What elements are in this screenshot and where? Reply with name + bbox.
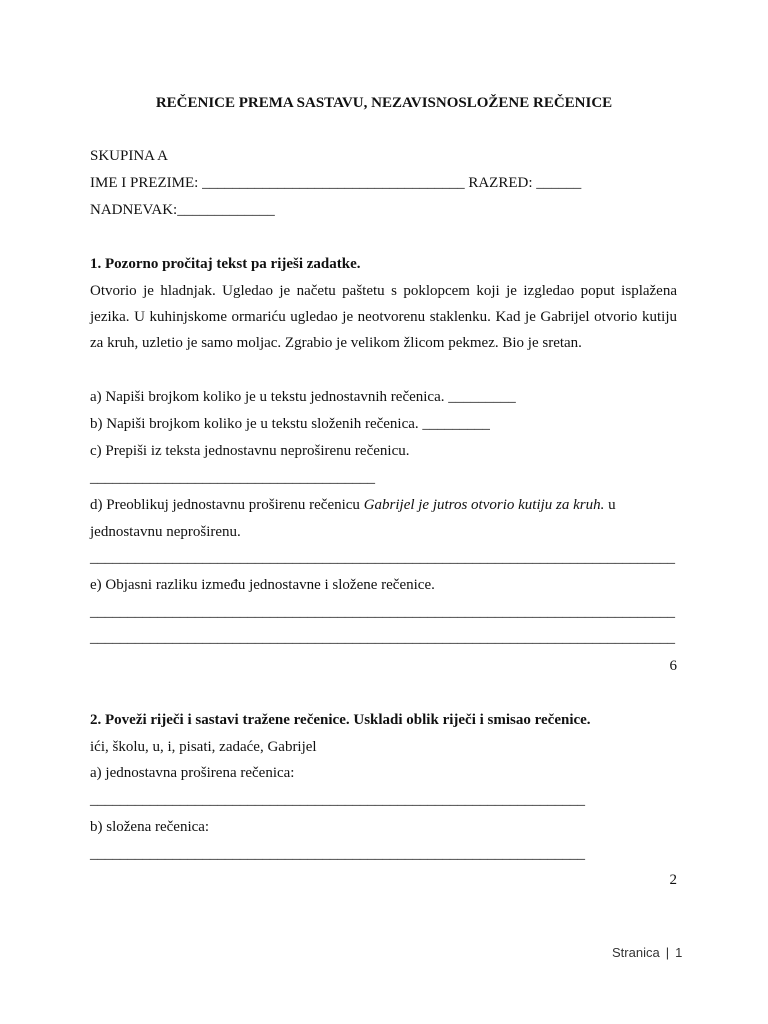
task1-text-line: za kruh, uzletio je samo moljac. Zgrabio je velikom žlicom pekmez. Bio je sretan.: [90, 335, 582, 351]
footer-label: Stranica: [612, 945, 660, 960]
task1-heading: 1. Pozorno pročitaj tekst pa riješi zadatke.: [90, 256, 361, 272]
task1-question-b: b) Napiši brojkom koliko je u tekstu složenih rečenica. _________: [90, 416, 490, 432]
date-line: NADNEVAK:_____________: [90, 202, 275, 218]
task2-words: ići, školu, u, i, pisati, zadaće, Gabrijel: [90, 739, 317, 755]
answer-line: __________________________________________________________________: [90, 846, 585, 862]
task1-points: 6: [669, 658, 677, 674]
task1-question-d-continuation: jednostavnu neproširenu.: [90, 524, 241, 540]
question-d-text: d) Preoblikuj jednostavnu proširenu rečenicu: [90, 497, 364, 513]
page-number: 1: [675, 945, 683, 960]
task1-question-a: a) Napiši brojkom koliko je u tekstu jednostavnih rečenica. _________: [90, 389, 516, 405]
answer-line: ______________________________________________________________________________: [90, 550, 675, 566]
group-label: SKUPINA A: [90, 148, 168, 164]
page-footer: [612, 944, 682, 962]
task1-question-e: e) Objasni razliku između jednostavne i složene rečenice.: [90, 577, 435, 593]
task1-text-line: Otvorio je hladnjak. Ugledao je načetu paštetu s poklopcem koji je izgledao poput isplažena: [90, 283, 677, 299]
answer-line: ______________________________________: [90, 470, 375, 486]
answer-line: ______________________________________________________________________________: [90, 604, 675, 620]
answer-line: ______________________________________________________________________________: [90, 630, 675, 646]
task1-question-d: [90, 496, 616, 514]
page-title: REČENICE PREMA SASTAVU, NEZAVISNOSLOŽENE REČENICE: [155, 95, 613, 111]
task2-question-b: b) složena rečenica:: [90, 819, 210, 835]
example-sentence: Gabrijel je jutros otvorio kutiju za kruh.: [363, 497, 605, 513]
task2-points: 2: [669, 872, 677, 888]
task2-heading: 2. Poveži riječi i sastavi tražene rečenice. Uskladi oblik riječi i smisao rečenice.: [90, 712, 591, 728]
task1-text-line: jezika. U kuhinjskome ormariću ugledao je neotvorenu staklenku. Kad je Gabrijel otvorio kutiju: [90, 309, 677, 325]
task2-question-a: a) jednostavna proširena rečenica:: [90, 765, 295, 781]
name-class-line: IME I PREZIME: ___________________________________ RAZRED: ______: [90, 175, 582, 191]
task1-question-c: c) Prepiši iz teksta jednostavnu neproširenu rečenicu.: [90, 443, 410, 459]
question-d-suffix: u: [604, 497, 616, 513]
footer-separator: |: [665, 945, 670, 960]
answer-line: __________________________________________________________________: [90, 792, 585, 808]
